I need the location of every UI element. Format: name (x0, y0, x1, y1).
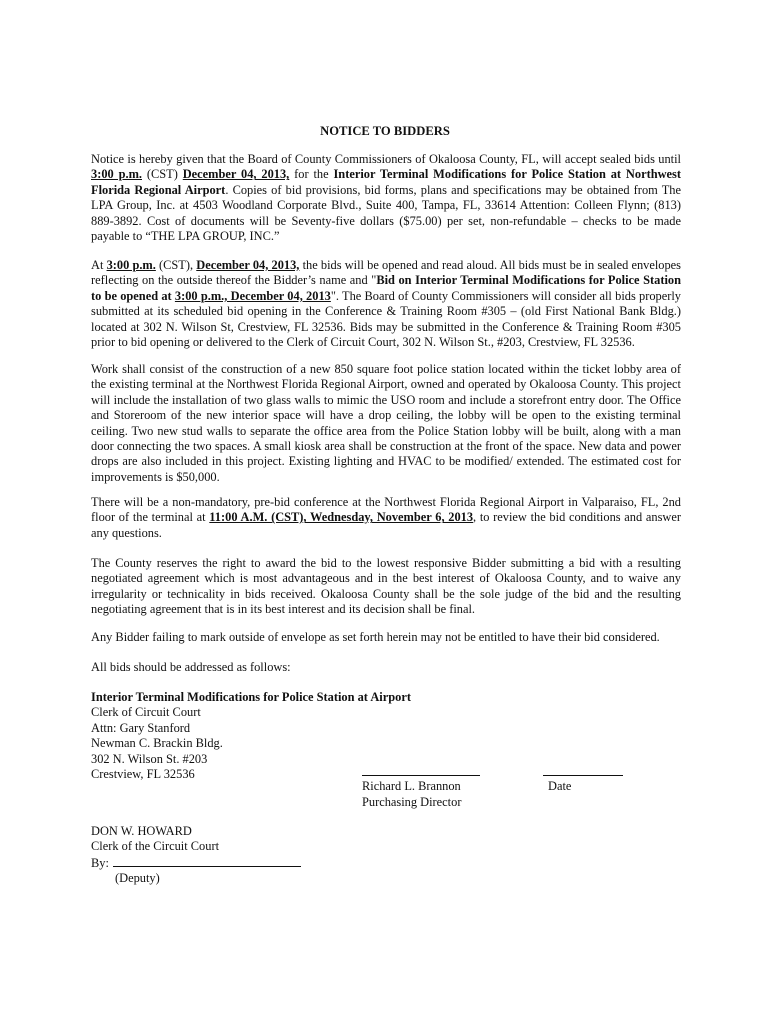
clerk-name: DON W. HOWARD (91, 824, 192, 838)
deputy-signature-line (113, 855, 301, 867)
text: ". The Board of County Commissioners will consider all bids properly submitted at its scheduled bid opening in the Conference & Training Room #305 – (old First National Bank Bldg.) located at 302 N. Wilson St, Crestview, FL 32536. Bids may be submitted in the Conference & Training Room #305 prior to bid opening or delivered to the Clerk of Circuit Court, 302 N. Wilson St., #203, Crestview, FL 32536. (91, 288, 682, 350)
by-line (91, 855, 391, 871)
text: , to review the bid conditions and answer any questions. (91, 510, 681, 540)
envelope-date: 3:00 p.m., December 04, 2013 (174, 288, 331, 303)
text: . Copies of bid provisions, bid forms, plans and specifications may be obtained from The LPA Group, Inc. at 4503 Woodland Corporate Blvd., Suite 400, Tampa, FL, 33614 Attention: Colleen Flynn; (813) 889-3892. Cost of documents will be Seventy-five dollars ($75.00) per set, non-refundable – checks to be made payable to “THE LPA GROUP, INC.” (91, 182, 681, 244)
signer-name: Richard L. Brannon (362, 779, 461, 793)
clerk-block (91, 824, 391, 887)
bid-time: 3:00 p.m. (91, 167, 142, 182)
conference-datetime: 11:00 A.M. (CST), Wednesday, November 6, 2013 (209, 510, 474, 525)
paragraph-address-intro: All bids should be addressed as follows: (91, 660, 291, 674)
address-line: Newman C. Brackin Bldg. (91, 736, 223, 751)
clerk-title: Clerk of the Circuit Court (91, 839, 220, 854)
address-line: Crestview, FL 32536 (91, 767, 195, 782)
by-label: By: (91, 855, 109, 870)
address-project-line: Interior Terminal Modifications for Police Station at Airport (91, 690, 411, 704)
paragraph-prebid-conference (91, 495, 681, 541)
bid-date: December 04, 2013, (182, 167, 290, 182)
project-name: Interior Terminal Modifications for Police Station at Northwest Florida Regional Airport (91, 167, 681, 197)
document-title: NOTICE TO BIDDERS (320, 124, 450, 138)
paragraph-bid-notice (91, 152, 681, 244)
text: the bids will be opened and read aloud. All bids must be in sealed envelopes reflecting on the outside thereof the Bidder’s name and " (91, 258, 681, 288)
date-line (543, 775, 623, 776)
opening-date: December 04, 2013, (196, 258, 300, 272)
mailing-address (91, 690, 471, 782)
signature-line (362, 775, 480, 776)
text: There will be a non-mandatory, pre-bid conference at the Northwest Florida Regional Airport in Valparaiso, FL, 2nd floor of the terminal at (91, 495, 681, 525)
text: for the (289, 167, 334, 182)
text: (CST), (155, 258, 197, 272)
date-label: Date (548, 779, 572, 793)
envelope-label: Bid on Interior Terminal Modifications for Police Station to be opened at (91, 273, 681, 303)
address-line: Clerk of Circuit Court (91, 705, 201, 720)
text: Notice is hereby given that the Board of County Commissioners of Okaloosa County, FL, will accept sealed bids until (91, 152, 681, 166)
address-line: 302 N. Wilson St. #203 (91, 751, 208, 766)
paragraph-scope-of-work: Work shall consist of the construction of a new 850 square foot police station located within the ticket lobby area of the existing terminal at the Northwest Florida Regional Airport, owned and operated by Okaloosa County. This project will include the installation of two glass walls to mimic the USO room and include a storefront entry door. The Office and Storeroom of the new interior space will have a drop ceiling, the lobby will be open to the existing terminal ceiling. Two new stud walls to separate the office area from the Police Station lobby will be built, along with a man door connecting the two spaces. A small kiosk area shall be construction at the front of the space. New data and power drops are also included in this project. Existing lighting and HVAC to be modified/ extended. The estimated cost for improvements is $50,000. (91, 362, 681, 484)
opening-time: 3:00 p.m. (106, 258, 156, 272)
text: At (91, 258, 107, 272)
signer-title: Purchasing Director (362, 795, 462, 809)
paragraph-envelope-marking: Any Bidder failing to mark outside of envelope as set forth herein may not be entitled to have their bid considered. (91, 630, 660, 644)
address-line: Attn: Gary Stanford (91, 720, 191, 735)
deputy-label: (Deputy) (115, 871, 160, 886)
text: (CST) (142, 167, 183, 182)
paragraph-bid-opening (91, 258, 681, 350)
paragraph-award-rights: The County reserves the right to award the bid to the lowest responsive Bidder submitting a bid with a resulting negotiated agreement which is most advantageous and in the best interest of Okaloosa County, and to waive any irregularity or technicality in bids received. Okaloosa County shall be the sole judge of the bid and the resulting negotiating agreement that is in its best interest and its decision shall be final. (91, 556, 681, 617)
